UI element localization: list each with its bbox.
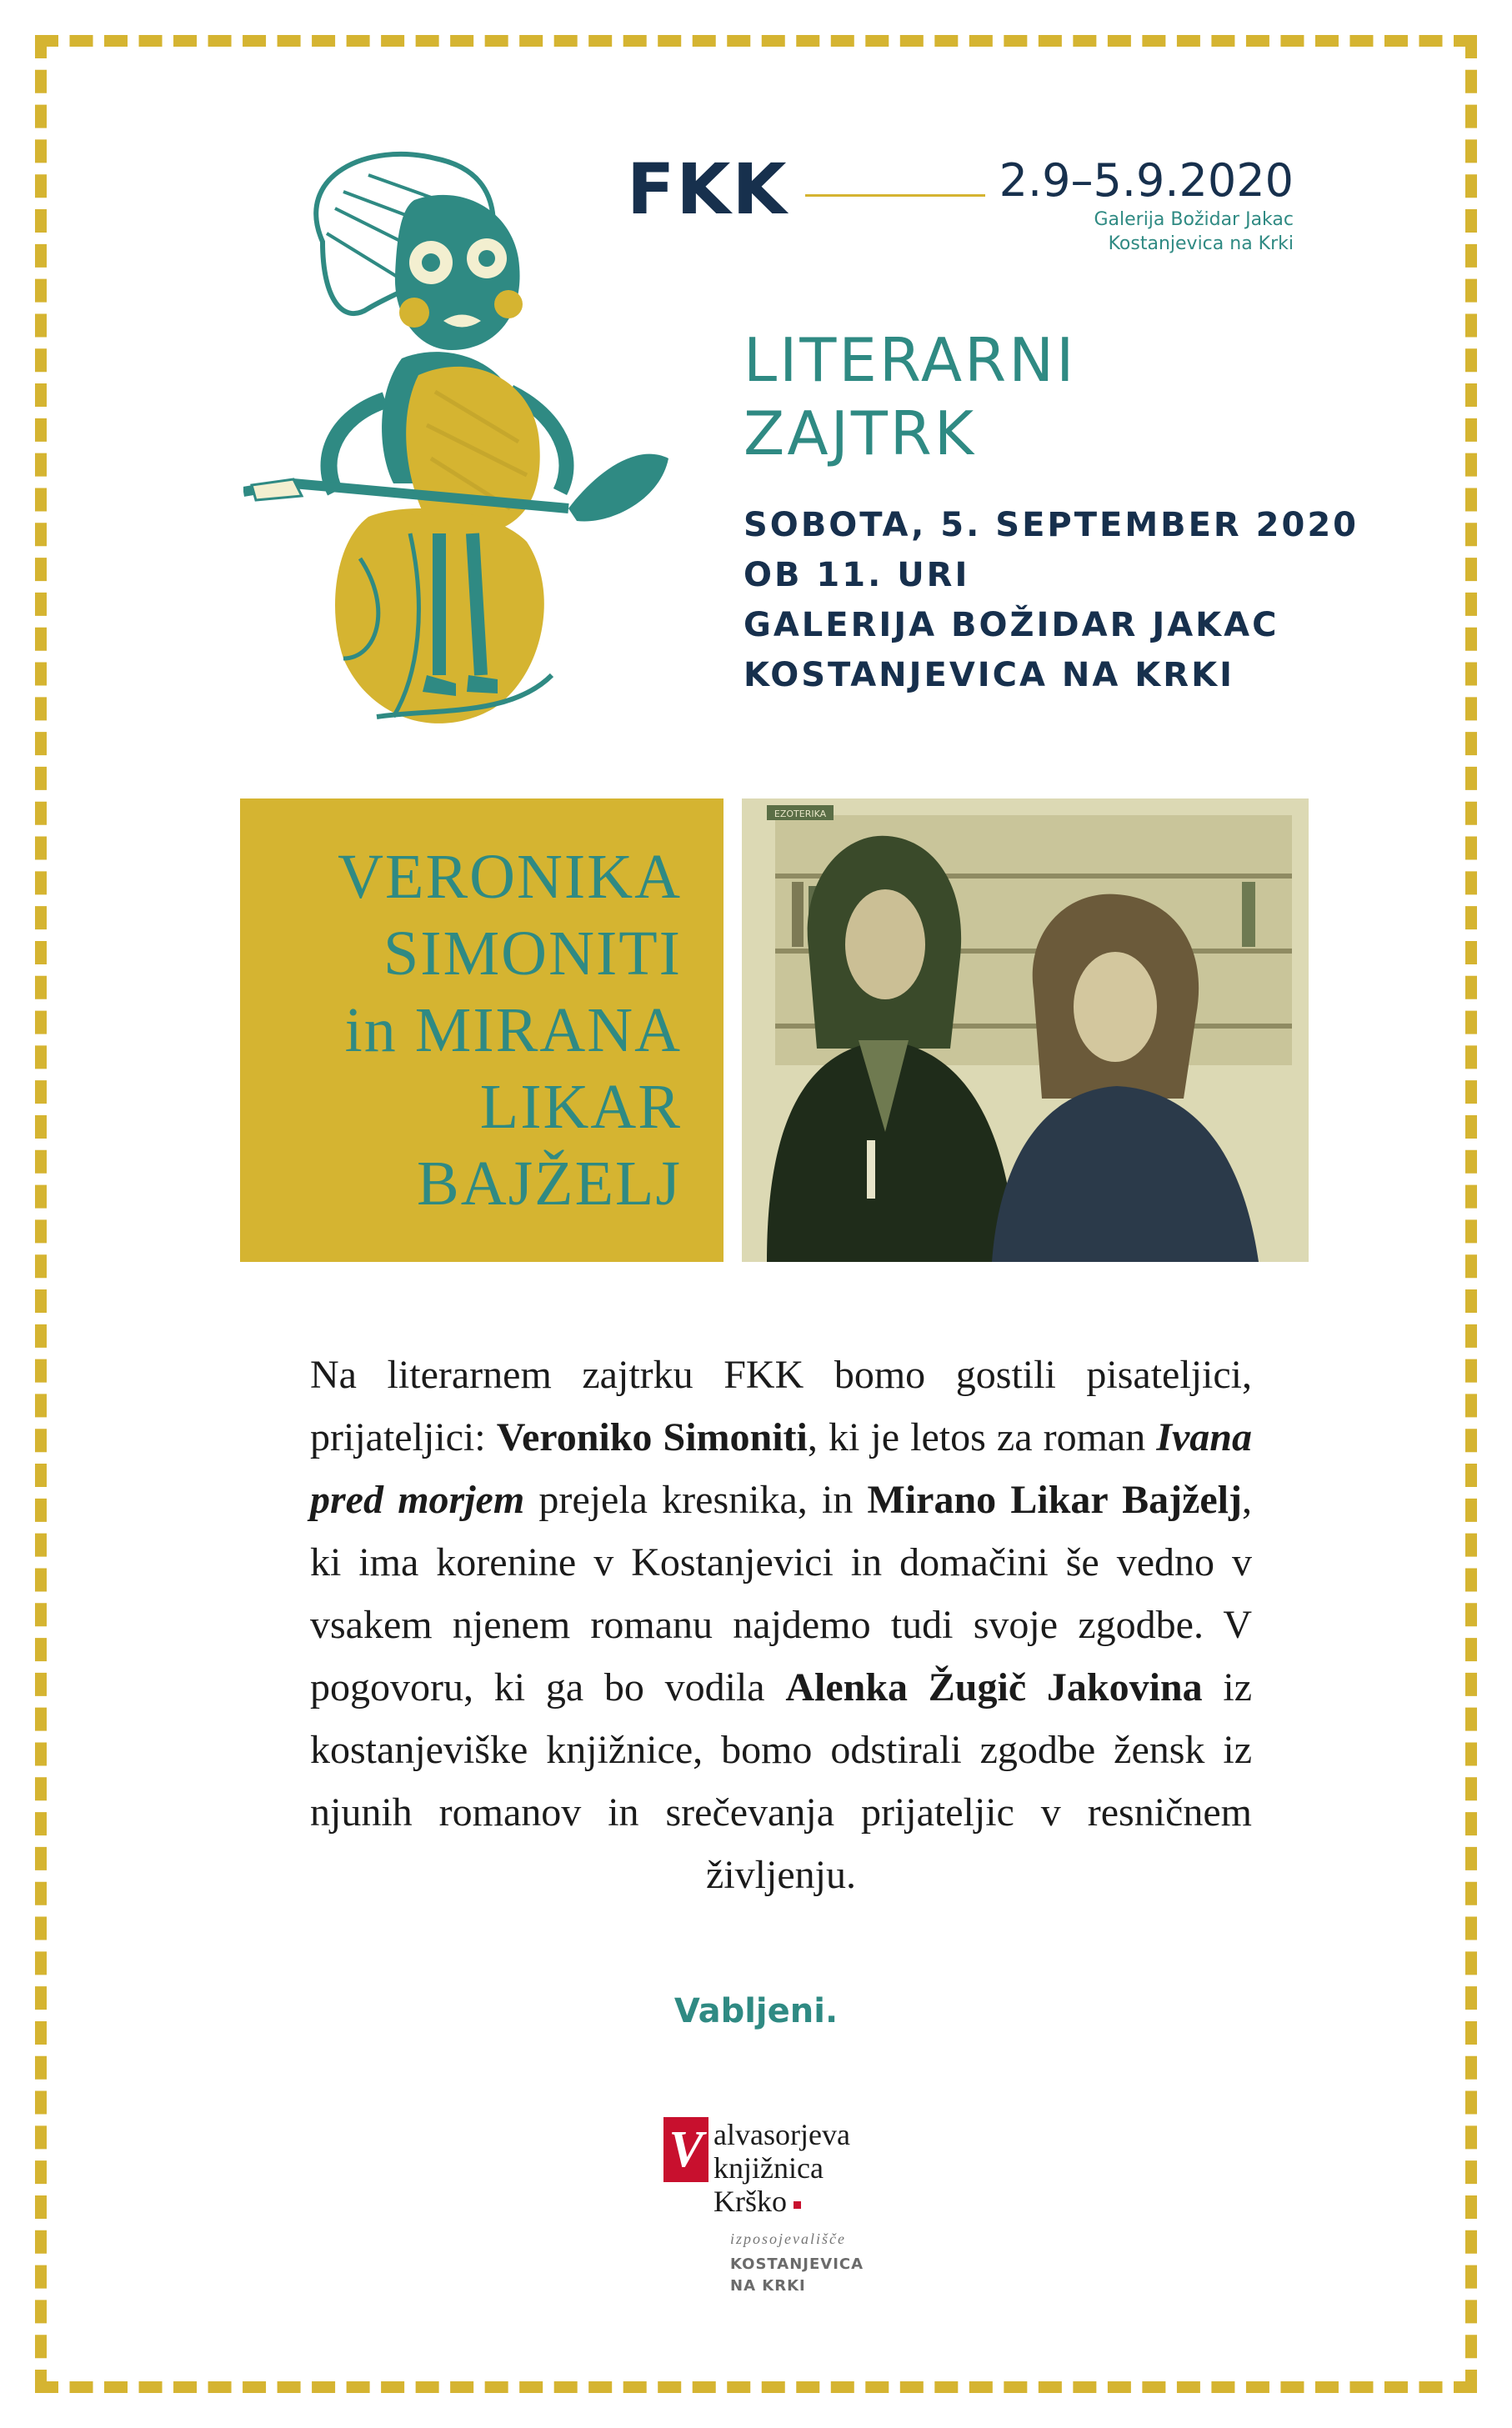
guest-name-line: LIKAR	[479, 1072, 682, 1142]
book-title: Ivana pred morjem	[310, 1415, 1252, 1522]
figure-lower-body	[335, 508, 552, 723]
description-text: iz kostanjeviške knjižnice, bomo odstirali zgodbe žensk iz njunih romanov in srečevanja prijateljic v resničnem življenju.	[310, 1665, 1252, 1897]
description-text: Na literarnem zajtrku FKK bomo gostili pisateljici, prijateljici:	[310, 1353, 1252, 1459]
guest-name-line: VERONIKA	[338, 842, 682, 912]
library-branch-line: KOSTANJEVICA	[730, 2255, 864, 2273]
event-date: SOBOTA, 5. SEPTEMBER 2020	[743, 506, 1359, 544]
venue-line: Kostanjevica na Krki	[1108, 233, 1294, 254]
guest-name-line: SIMONITI	[383, 919, 682, 989]
event-title	[743, 323, 1076, 470]
event-title-line: ZAJTRK	[743, 398, 977, 468]
festival-dates: 2.9–5.9.2020	[999, 154, 1294, 207]
library-name-line: alvasorjeva	[713, 2118, 850, 2151]
event-location: KOSTANJEVICA NA KRKI	[743, 656, 1234, 694]
guest-name-line: in MIRANA	[344, 995, 682, 1065]
library-name-line: knjižnica	[713, 2151, 824, 2185]
description-text: , ki je letos za roman	[807, 1415, 1157, 1459]
event-description	[310, 1344, 1252, 1906]
event-title-line: LITERARNI	[743, 325, 1077, 395]
authors-photo	[742, 798, 1309, 1262]
library-city: Krško	[713, 2185, 787, 2218]
event-time: OB 11. URI	[743, 556, 970, 594]
guest-name-bold: Mirano Likar Bajželj	[867, 1478, 1242, 1522]
woodcut-figure-illustration	[243, 142, 677, 725]
red-dot-icon	[794, 2201, 801, 2209]
event-venue: GALERIJA BOŽIDAR JAKAC	[743, 606, 1279, 644]
description-text: prejela kresnika, in	[524, 1478, 868, 1522]
moderator-name: Alenka Žugič Jakovina	[785, 1665, 1203, 1710]
guest-name-bold: Veroniko Simoniti	[496, 1415, 808, 1459]
event-details	[743, 500, 1359, 700]
library-branch	[730, 2254, 864, 2297]
guest-name-line: BAJŽELJ	[417, 1149, 682, 1219]
figure-head	[395, 195, 523, 350]
library-branch-line: NA KRKI	[730, 2277, 806, 2295]
festival-venue	[1094, 208, 1294, 256]
shelf-sign-text: EZOTERIKA	[774, 808, 827, 819]
fkk-logo: FKK	[627, 148, 789, 230]
library-mark-letter: V	[663, 2117, 708, 2182]
description-text: , ki ima korenine v Kostanjevici in domačini še vedno v vsakem njenem romanu najdemo tudi svoje zgodbe. V pogovoru, ki ga bo vodila	[310, 1478, 1252, 1710]
library-logo	[663, 2117, 880, 2317]
welcome-text: Vabljeni.	[673, 1992, 839, 2030]
library-name-line	[713, 2185, 801, 2217]
guest-names-box	[240, 798, 723, 1262]
logo-divider	[805, 194, 985, 197]
venue-line: Galerija Božidar Jakac	[1094, 209, 1294, 230]
library-subtitle: izposojevališče	[730, 2230, 846, 2247]
